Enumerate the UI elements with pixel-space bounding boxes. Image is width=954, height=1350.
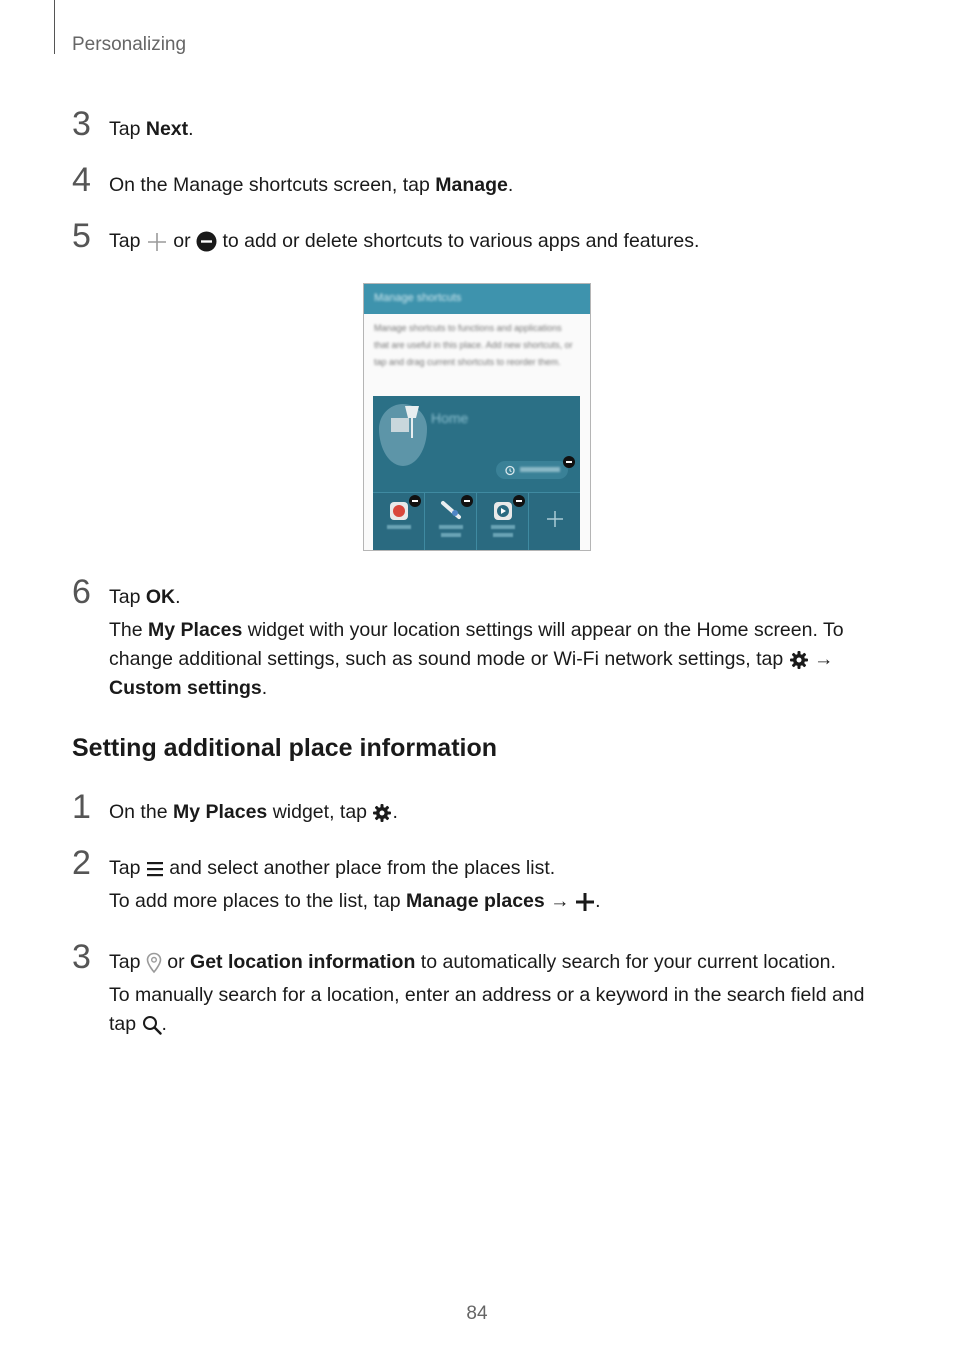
shortcut-tile — [477, 493, 529, 550]
step-text: On the Manage shortcuts screen, tap Manage. — [109, 174, 514, 196]
shortcut-tile — [425, 493, 477, 550]
plus-icon — [146, 231, 168, 253]
step-text: Tap Next. — [109, 118, 194, 140]
remove-shortcut-icon — [461, 495, 473, 507]
step-number: 2 — [72, 844, 91, 882]
gear-icon — [372, 803, 392, 823]
remove-shortcut-icon — [409, 495, 421, 507]
app-play-icon — [493, 501, 513, 521]
gear-icon — [789, 650, 809, 670]
app-red-icon — [389, 501, 409, 521]
header-rule — [54, 0, 55, 54]
alarm-icon — [504, 464, 516, 476]
step-number: 5 — [72, 217, 91, 255]
widget-shortcut-row — [373, 492, 580, 550]
step-number: 1 — [72, 788, 91, 826]
section-title: Setting additional place information — [72, 734, 498, 762]
screenshot-description: Manage shortcuts to functions and applications that are useful in this place. Add new shortcuts, or tap and drag current shortcuts to reorder them. — [374, 323, 573, 367]
plus-icon — [546, 510, 564, 528]
step-text: Tap and select another place from the places list. — [109, 857, 556, 879]
minus-circle-icon — [196, 231, 217, 252]
step-2-description: To add more places to the list, tap Manage places → . — [109, 890, 601, 912]
add-shortcut-tile — [529, 493, 580, 550]
lamp-icon — [391, 404, 423, 440]
step-number: 6 — [72, 573, 91, 611]
menu-icon — [146, 859, 164, 879]
location-pin-icon — [146, 952, 162, 974]
shortcut-tile — [373, 493, 425, 550]
page-number: 84 — [466, 1303, 488, 1324]
remove-shortcut-icon — [513, 495, 525, 507]
step-6-description: The My Places widget with your location settings will appear on the Home screen. To change additional settings, such as sound mode or Wi-Fi network settings, tap → Custom settings. — [109, 619, 844, 699]
search-icon — [142, 1015, 162, 1035]
step-text: Tap OK. — [109, 586, 181, 608]
step-text: Tap or Get location information to automatically search for your current location. — [109, 951, 836, 973]
step-text: Tap or to add or delete shortcuts to various apps and features. — [109, 230, 700, 252]
manage-shortcuts-screenshot — [363, 283, 591, 551]
step-text: On the My Places widget, tap . — [109, 801, 398, 823]
header-title: Personalizing — [72, 34, 187, 55]
app-wand-icon — [439, 499, 463, 521]
screenshot-header-bar: Manage shortcuts — [364, 284, 590, 314]
widget-mode-pill — [496, 461, 568, 479]
step-number: 4 — [72, 161, 91, 199]
step-number: 3 — [72, 938, 91, 976]
widget-place-name: Home — [431, 410, 469, 426]
my-places-widget-preview — [373, 396, 580, 549]
remove-shortcut-icon — [563, 456, 575, 468]
step-number: 3 — [72, 105, 91, 143]
plus-icon — [575, 892, 595, 912]
step-3-description: To manually search for a location, enter an address or a keyword in the search field and tap . — [109, 984, 865, 1035]
